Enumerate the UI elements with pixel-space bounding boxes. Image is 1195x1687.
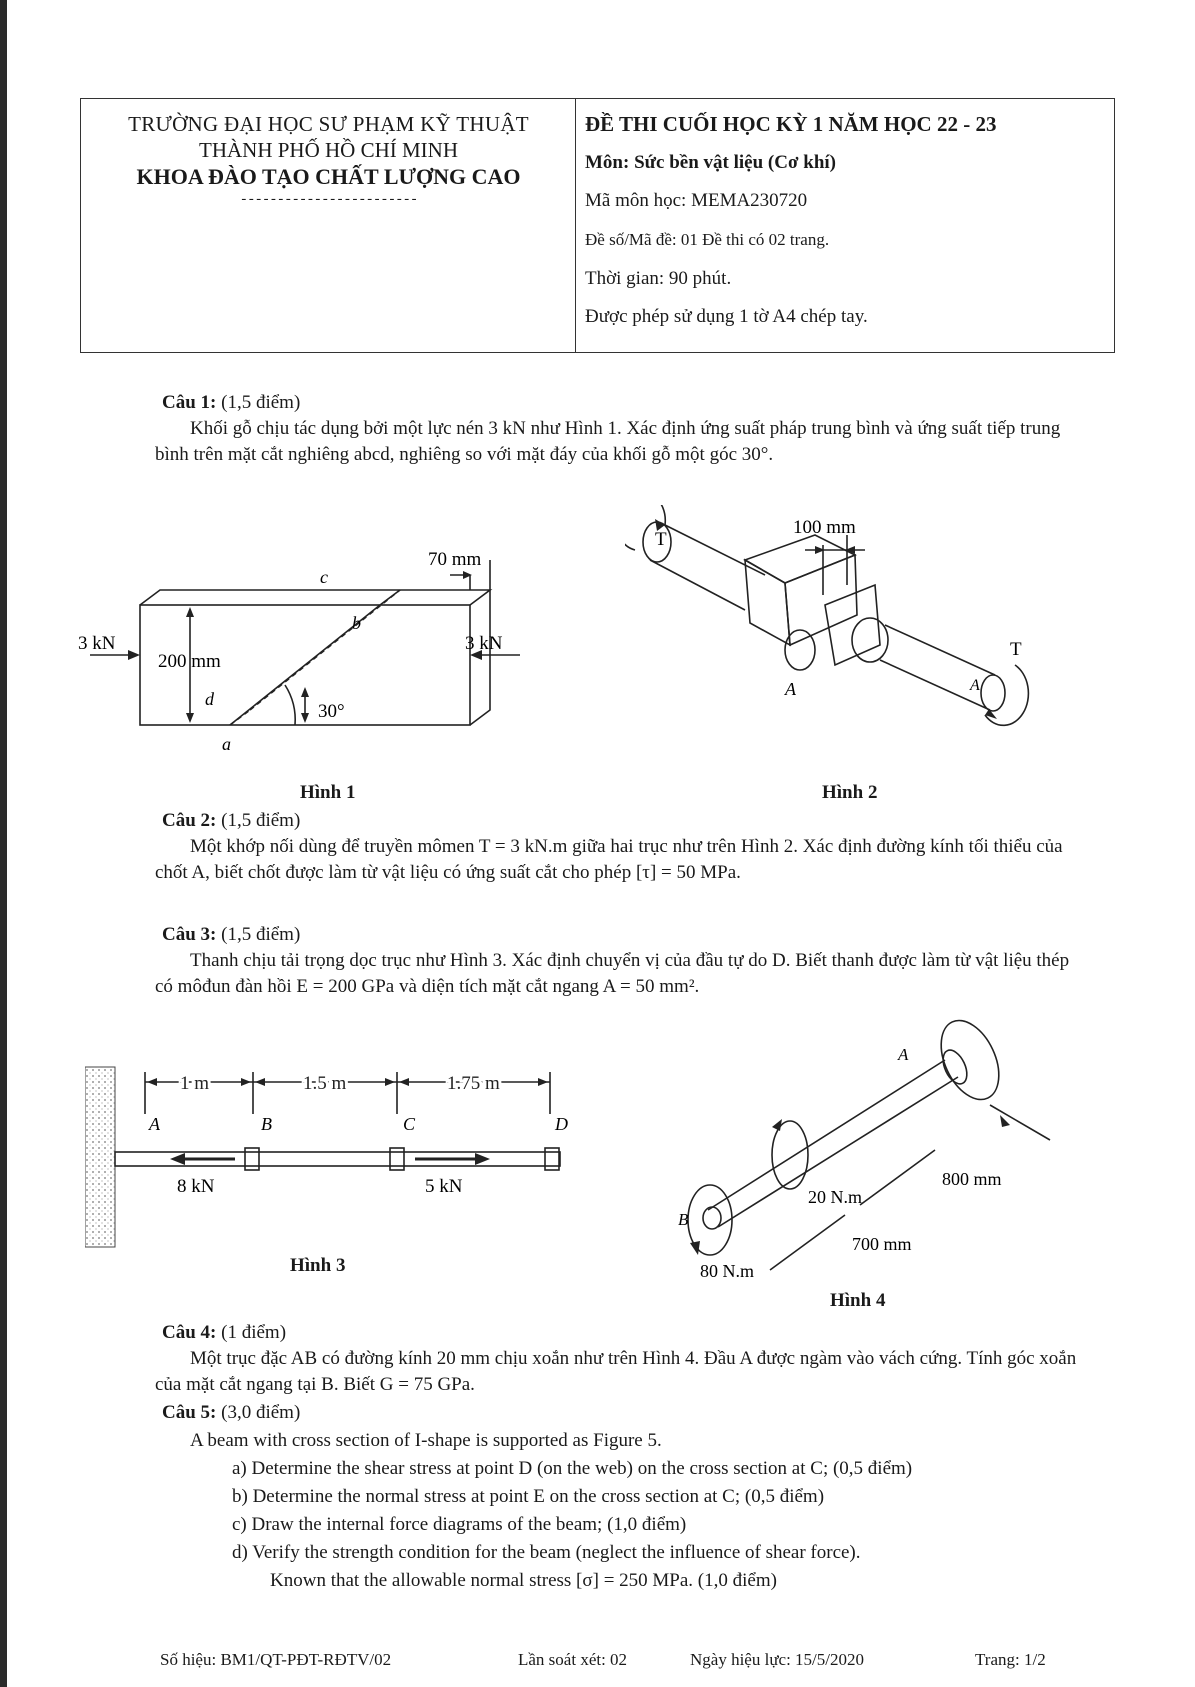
exam-allowance: Được phép sử dụng 1 tờ A4 chép tay. xyxy=(585,306,868,327)
fig4-point-b: B xyxy=(678,1210,689,1229)
figure-3 xyxy=(85,1062,585,1267)
fig3-load-8kn: 8 kN xyxy=(177,1176,215,1197)
fig3-dim1: 1 m xyxy=(180,1073,210,1094)
fig4-len-800: 800 mm xyxy=(942,1169,1002,1189)
q5-item-a: a) Determine the shear stress at point D (on the web) on the cross section at C; (0,5 điểm) xyxy=(232,1458,913,1479)
q5-points: (3,0 điểm) xyxy=(221,1402,301,1423)
exam-duration: Thời gian: 90 phút. xyxy=(585,268,732,289)
q3-text: Thanh chịu tải trọng dọc trục như Hình 3. Xác định chuyển vị của đầu tự do D. Biết thanh được làm từ vật liệu thép có môđun đàn hồi E = 200 GPa và diện tích mặt cắt ngang A = 50 mm². xyxy=(155,950,1070,997)
q2-text: Một khớp nối dùng để truyền mômen T = 3 kN.m giữa hai trục như trên Hình 2. Xác định đường kính tối thiểu của chốt A, biết chốt được làm từ vật liệu có ứng suất cắt cho phép [τ] = 50 MPa. xyxy=(155,836,1063,883)
fig3-caption: Hình 3 xyxy=(290,1255,346,1276)
fig4-torque-80: 80 N.m xyxy=(700,1261,754,1281)
fig2-torque-left: T xyxy=(655,529,667,550)
q3-label: Câu 3: xyxy=(162,924,217,945)
fig1-point-d: d xyxy=(205,689,214,709)
figure-2 xyxy=(625,505,1055,780)
q5-label: Câu 5: xyxy=(162,1402,217,1423)
fig1-point-c: c xyxy=(320,567,328,587)
school-name-line2: THÀNH PHỐ HỒ CHÍ MINH xyxy=(199,138,458,162)
fig1-point-b: b xyxy=(352,613,361,633)
exam-subject: Môn: Sức bền vật liệu (Cơ khí) xyxy=(585,152,836,173)
q4-text: Một trục đặc AB có đường kính 20 mm chịu xoắn như trên Hình 4. Đầu A được ngàm vào vách cứng. Tính góc xoắn của mặt cắt ngang tại B. Biết G = 75 GPa. xyxy=(155,1348,1077,1395)
q5-item-b: b) Determine the normal stress at point E on the cross section at C; (0,5 điểm) xyxy=(232,1486,825,1507)
fig3-load-5kn: 5 kN xyxy=(425,1176,463,1197)
q1-heading xyxy=(162,390,300,416)
school-name-line1: TRƯỜNG ĐẠI HỌC SƯ PHẠM KỸ THUẬT xyxy=(128,112,529,136)
course-code: Mã môn học: MEMA230720 xyxy=(585,190,808,211)
q4-label: Câu 4: xyxy=(162,1322,217,1343)
fig2-torque-right: T xyxy=(1010,639,1022,660)
q1-points: (1,5 điểm) xyxy=(221,392,301,413)
fig2-pin-a2: A xyxy=(970,677,980,694)
fig2-dim: 100 mm xyxy=(793,517,856,538)
q1-label: Câu 1: xyxy=(162,392,217,413)
q5-item-c: c) Draw the internal force diagrams of the beam; (1,0 điểm) xyxy=(232,1514,687,1535)
q5-heading xyxy=(162,1400,300,1426)
q2-points: (1,5 điểm) xyxy=(221,810,301,831)
fig1-load-left: 3 kN xyxy=(78,633,116,654)
fig1-dim-height-label: 200 mm xyxy=(158,651,221,672)
header-separator: ------------------------ xyxy=(239,192,418,208)
q4-heading xyxy=(162,1320,286,1346)
fig3-dim3: 1.75 m xyxy=(447,1073,500,1094)
fig1-caption: Hình 1 xyxy=(300,782,356,803)
footer-revision: Lần soát xét: 02 xyxy=(518,1650,628,1669)
fig1-load-right: 3 kN xyxy=(465,633,503,654)
q5-item-d: d) Verify the strength condition for the beam (neglect the influence of shear force). xyxy=(232,1542,861,1563)
q1-text: Khối gỗ chịu tác dụng bởi một lực nén 3 kN như Hình 1. Xác định ứng suất pháp trung bình và ứng suất tiếp trung bình trên mặt cắt nghiêng abcd, nghiêng so với mặt đáy của khối gỗ một góc 30°. xyxy=(155,418,1061,465)
fig1-dim-width: 70 mm xyxy=(428,549,482,570)
q4-points: (1 điểm) xyxy=(221,1322,287,1343)
q3-heading xyxy=(162,922,300,948)
faculty-name: KHOA ĐÀO TẠO CHẤT LƯỢNG CAO xyxy=(136,164,521,189)
fig1-point-a: a xyxy=(222,734,231,754)
fig3-point-a: A xyxy=(149,1114,160,1134)
figure-1 xyxy=(70,535,550,760)
fig3-point-c: C xyxy=(403,1114,416,1134)
fig4-point-a: A xyxy=(898,1045,909,1064)
footer-page: Trang: 1/2 xyxy=(975,1650,1046,1669)
fig4-torque-20: 20 N.m xyxy=(808,1187,862,1207)
q2-label: Câu 2: xyxy=(162,810,217,831)
scan-edge xyxy=(0,0,7,1687)
fig4-caption: Hình 4 xyxy=(830,1290,886,1311)
exam-number: Đề số/Mã đề: 01 Đề thi có 02 trang. xyxy=(585,230,830,249)
fig4-len-700: 700 mm xyxy=(852,1234,912,1254)
fig2-caption: Hình 2 xyxy=(822,782,878,803)
fig3-point-b: B xyxy=(261,1114,272,1134)
q2-heading xyxy=(162,808,300,834)
q3-points: (1,5 điểm) xyxy=(221,924,301,945)
exam-title: ĐỀ THI CUỐI HỌC KỲ 1 NĂM HỌC 22 - 23 xyxy=(585,112,997,136)
fig1-angle: 30° xyxy=(318,701,345,722)
fig2-pin-a: A xyxy=(785,679,796,699)
q5-item-d-note: Known that the allowable normal stress [σ] = 250 MPa. (1,0 điểm) xyxy=(270,1570,777,1591)
footer-doc-code: Số hiệu: BM1/QT-PĐT-RĐTV/02 xyxy=(160,1650,392,1669)
fig3-point-d: D xyxy=(555,1114,568,1134)
footer-effective-date: Ngày hiệu lực: 15/5/2020 xyxy=(690,1650,864,1669)
fig3-dim2: 1.5 m xyxy=(303,1073,347,1094)
q5-text: A beam with cross section of I-shape is supported as Figure 5. xyxy=(190,1430,662,1451)
figure-4 xyxy=(660,1015,1070,1310)
